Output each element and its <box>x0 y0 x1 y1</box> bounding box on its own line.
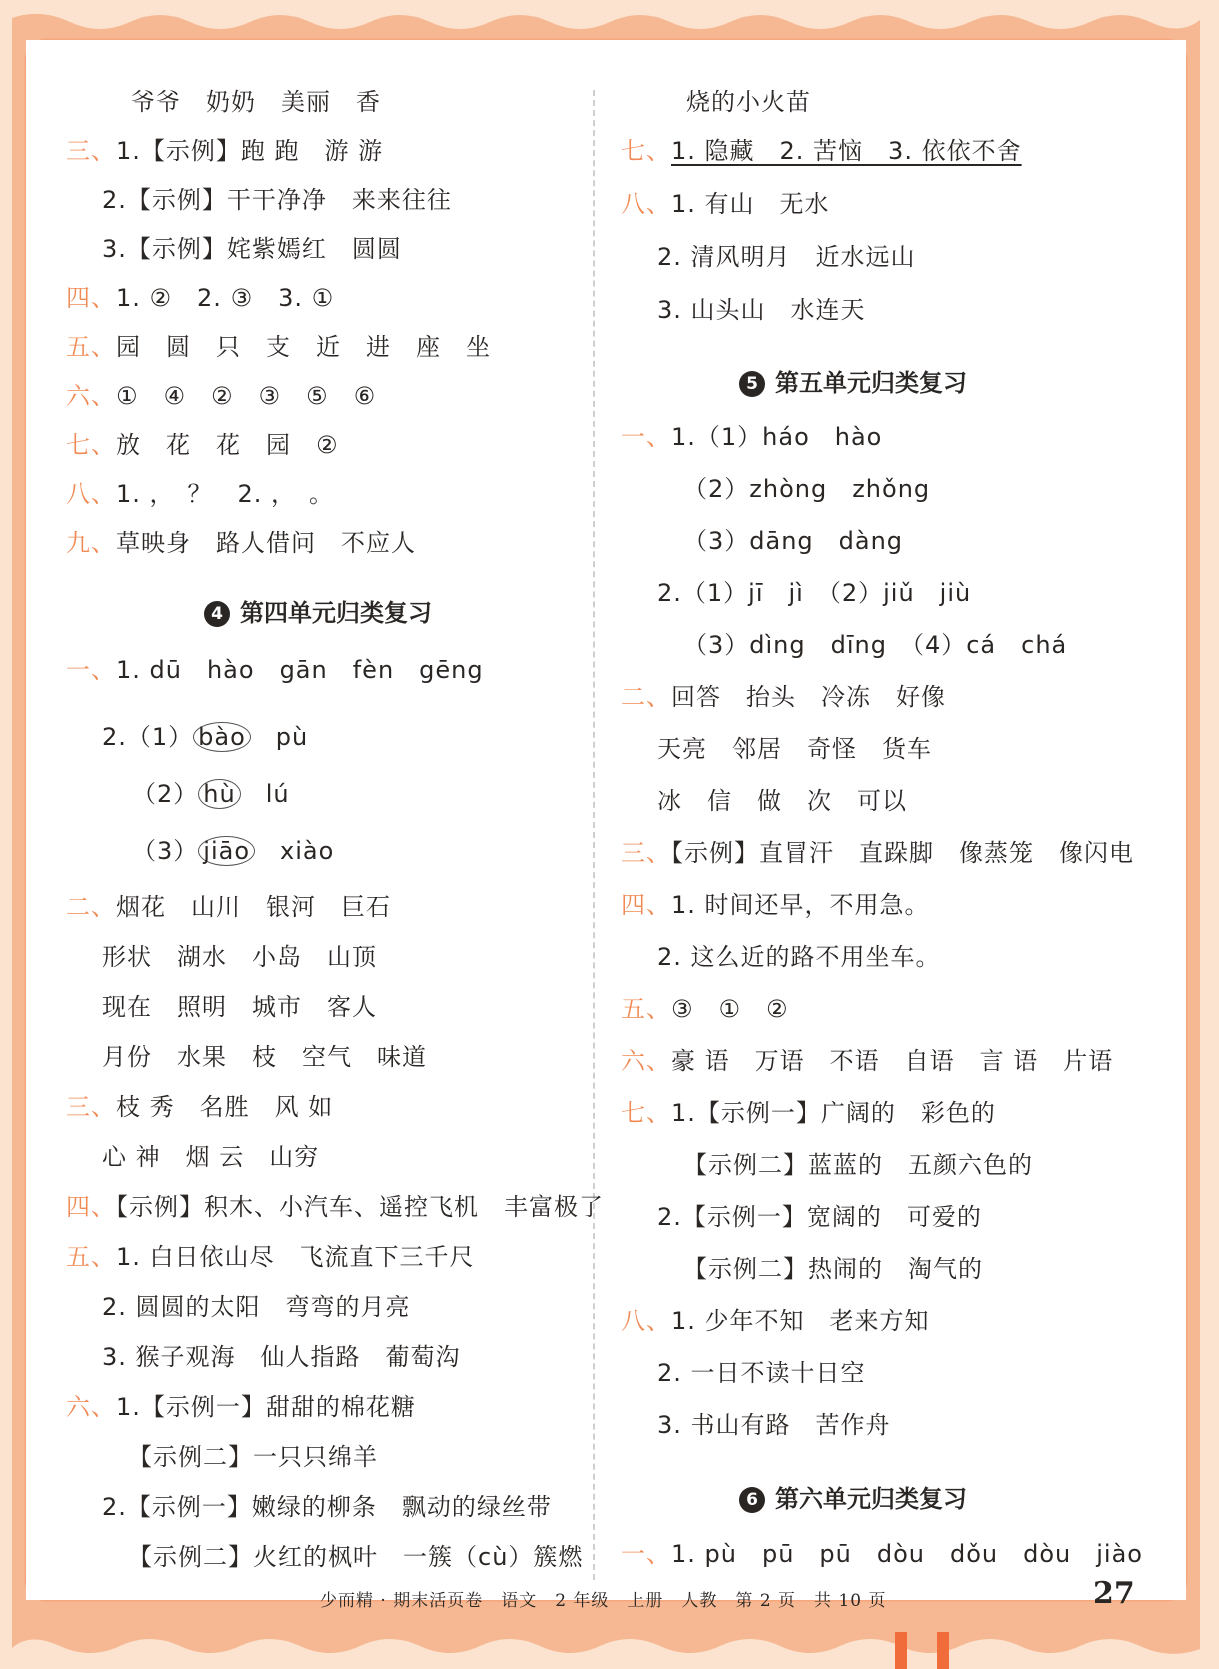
section-number-badge: 5 <box>739 371 765 397</box>
answer-line: 二、回答 抬头 冷冻 好像 <box>621 683 946 711</box>
tab-marker <box>937 1632 949 1669</box>
answer-line: 3. 书山有路 苦作舟 <box>657 1411 891 1439</box>
answer-line: 六、1.【示例一】甜甜的棉花糖 <box>66 1393 416 1421</box>
circled-pinyin-line: （2） hù lú <box>132 780 290 808</box>
answer-line: 一、1. pù pū pū dòu dǒu dòu jiào <box>621 1540 1143 1568</box>
section-number-badge: 4 <box>204 601 230 627</box>
section-number-badge: 6 <box>739 1487 765 1513</box>
answer-line: 3. 猴子观海 仙人指路 葡萄沟 <box>102 1343 461 1371</box>
answer-line: 烧的小火苗 <box>686 88 811 116</box>
answer-line: 五、园 圆 只 支 近 进 座 坐 <box>66 333 491 361</box>
answer-line: 3.【示例】姹紫嫣红 圆圆 <box>102 235 402 263</box>
answer-line: 七、1.【示例一】广阔的 彩色的 <box>621 1099 996 1127</box>
answer-line: 2.【示例一】宽阔的 可爱的 <box>657 1203 982 1231</box>
section-heading-6: 6 第六单元归类复习 <box>739 1482 967 1516</box>
answer-line: 【示例二】一只只绵羊 <box>128 1443 378 1471</box>
answer-line: 月份 水果 枝 空气 味道 <box>102 1043 427 1071</box>
section-heading-5: 5 第五单元归类复习 <box>739 366 967 400</box>
answer-line: 二、烟花 山川 银河 巨石 <box>66 893 391 921</box>
answer-line: 四、1. ② 2. ③ 3. ① <box>66 284 335 312</box>
answer-line: （2）zhòng zhǒng <box>683 475 931 503</box>
answer-line: 【示例二】蓝蓝的 五颜六色的 <box>683 1151 1033 1179</box>
page-footer: 少而精 · 期末活页卷 语文 2 年级 上册 人教 第 2 页 共 10 页 <box>320 1591 887 1611</box>
section-heading-4: 4 第四单元归类复习 <box>204 596 432 630</box>
answer-line: 八、1. 少年不知 老来方知 <box>621 1307 930 1335</box>
answer-line: 【示例二】热闹的 淘气的 <box>683 1255 983 1283</box>
circled-pinyin-line: 2.（1） bào pù <box>102 723 309 751</box>
answer-line: （3）dìng dīng （4）cá chá <box>683 631 1068 659</box>
answer-line: （3）dāng dàng <box>683 527 904 555</box>
answer-line: 五、1. 白日依山尽 飞流直下三千尺 <box>66 1243 475 1271</box>
answer-line: 2.【示例】干干净净 来来往往 <box>102 186 452 214</box>
answer-line: 2.（1）jī jì （2）jiǔ jiù <box>657 579 972 607</box>
answer-page <box>26 40 1186 1600</box>
pinyin-line: 一、1. dū hào gān fèn gēng <box>66 656 484 684</box>
answer-line: 八、1. 有山 无水 <box>621 190 830 218</box>
binding-tabs <box>895 1632 955 1669</box>
answer-line: 七、放 花 花 园 ② <box>66 431 339 459</box>
answer-line: 三、1.【示例】跑 跑 游 游 <box>66 137 384 165</box>
answer-line: 2. 这么近的路不用坐车。 <box>657 943 941 971</box>
answer-line: 2. 圆圆的太阳 弯弯的月亮 <box>102 1293 411 1321</box>
answer-line: 六、① ④ ② ③ ⑤ ⑥ <box>66 382 377 410</box>
answer-line: 【示例二】火红的枫叶 一簇（cù）簇燃 <box>128 1543 584 1571</box>
answer-line: 形状 湖水 小岛 山顶 <box>102 943 377 971</box>
answer-line: 3. 山头山 水连天 <box>657 296 866 324</box>
answer-line: 六、豪 语 万语 不语 自语 言 语 片语 <box>621 1047 1114 1075</box>
answer-line: 天亮 邻居 奇怪 货车 <box>657 735 932 763</box>
answer-line: 冰 信 做 次 可以 <box>657 787 907 815</box>
answer-line: 一、1.（1）háo hào <box>621 423 883 451</box>
page-number: 27 <box>1093 1576 1135 1611</box>
answer-line: 2. 一日不读十日空 <box>657 1359 866 1387</box>
tab-marker <box>895 1632 907 1669</box>
circled-pinyin-line: （3） jiāo xiào <box>132 837 335 865</box>
answer-line: 九、草映身 路人借问 不应人 <box>66 529 416 557</box>
answer-line: 四、【示例】积木、小汽车、遥控飞机 丰富极了 <box>66 1193 604 1221</box>
answer-line: 七、1. 隐藏 2. 苦恼 3. 依依不舍 <box>621 137 1022 165</box>
answer-line: 三、【示例】直冒汗 直跺脚 像蒸笼 像闪电 <box>621 839 1134 867</box>
answer-line: 现在 照明 城市 客人 <box>102 993 377 1021</box>
answer-line: 五、③ ① ② <box>621 995 789 1023</box>
answer-line: 四、1. 时间还早，不用急。 <box>621 891 930 919</box>
column-divider <box>593 90 595 1580</box>
answer-line: 2.【示例一】嫩绿的柳条 飘动的绿丝带 <box>102 1493 552 1521</box>
answer-line: 心 神 烟 云 山穷 <box>102 1143 320 1171</box>
answer-line: 爷爷 奶奶 美丽 香 <box>131 88 381 116</box>
answer-line: 三、枝 秀 名胜 风 如 <box>66 1093 334 1121</box>
answer-line: 2. 清风明月 近水远山 <box>657 243 916 271</box>
answer-line: 八、1. ， ？ 2. ， 。 <box>66 480 335 508</box>
